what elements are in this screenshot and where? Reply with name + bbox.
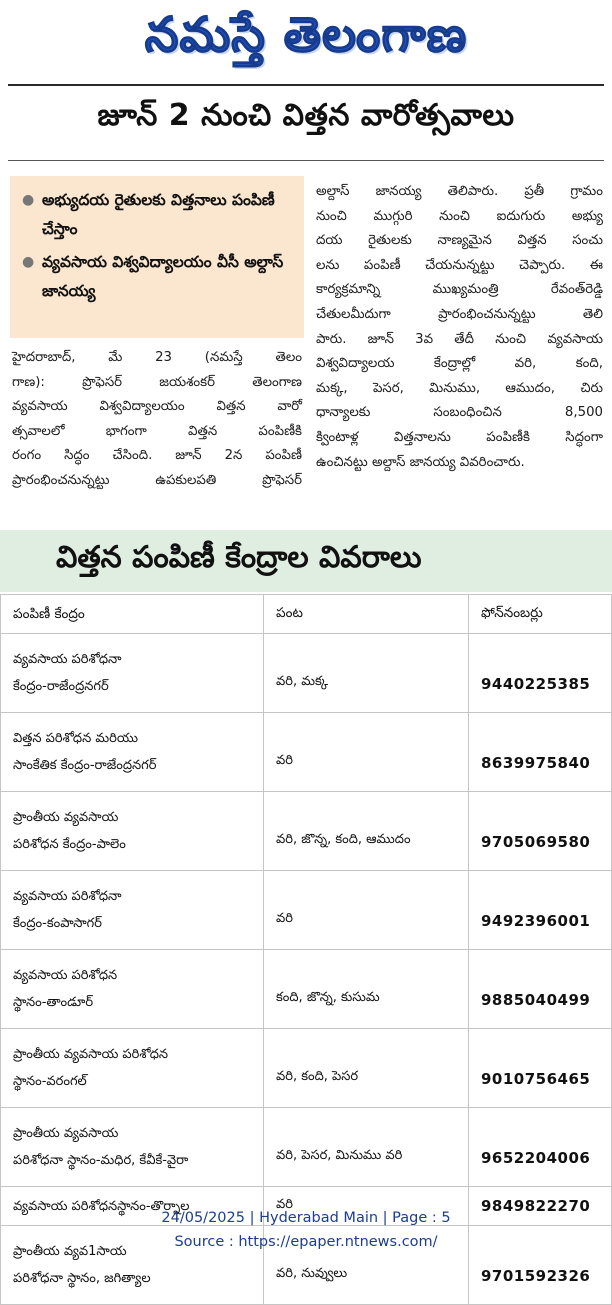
article-line: హైదరాబాద్, మే 23 (నమస్తే తెలం [12,350,302,365]
article-line: రంగం సిద్ధం చేసింది. జూన్ 2న పంపిణీ [12,448,302,464]
article-line: మక్క, పెసర, మినుము, ఆముదం, చిరు [316,380,603,396]
table-section-title [0,530,612,592]
center-cell: వ్యవసాయ పరిశోధనస్థానం-తొర్నాల [1,1187,264,1226]
article-line: విశ్వవిద్యాలయ కేంద్రాల్లో వరి, కంది, [316,356,603,372]
table-title: విత్తన పంపిణీ కేంద్రాల వివరాలు [56,540,422,575]
crop-cell: వరి, పెసర, మినుము వరి [264,1108,469,1187]
table-row [1,713,612,792]
column-header-crop: పంట [264,595,469,634]
article-line: ఉంచినట్టు అల్దాస్ జానయ్య వివరించారు. [316,454,525,470]
phone-cell: 9492396001 [469,871,612,950]
headline-divider [8,160,604,161]
bullet-icon: ● [22,192,35,208]
highlight-item [22,248,296,306]
phone-cell: 9705069580 [469,792,612,871]
table-row [1,1108,612,1187]
article-headline: జూన్ 2 నుంచి విత్తన వారోత్సవాలు [97,98,515,133]
center-cell: ప్రాంతీయ వ్యవసాయ పరిశోధన కేంద్రం-పాలెం [1,792,264,871]
table-row [1,871,612,950]
article-line: లను పంపిణీ చేయనున్నట్టు చెప్పారు. ఈ [316,257,603,273]
article-line: గాణ): ప్రొఫెసర్ జయశంకర్ తెలంగాణ [12,374,302,390]
footer-page: Page : 5 [392,1210,451,1226]
center-cell: ప్రాంతీయ వ్యవ1సాయ పరిశోధనా స్థానం, జగిత్యాల [1,1226,264,1305]
masthead-title: నమస్తే తెలంగాణ [144,7,468,63]
footer-date: 24/05/2025 [161,1210,245,1226]
table-row [1,634,612,713]
article-line: అల్దాస్ జానయ్య తెలిపారు. ప్రతీ గ్రామం [316,184,603,199]
phone-cell: 9440225385 [469,634,612,713]
crop-cell: వరి, కంది, పెసర [264,1029,469,1108]
crop-cell: కంది, జొన్న, కుసుమ [264,950,469,1029]
crop-cell: వరి [264,1187,469,1226]
footer-edition: Hyderabad Main [259,1210,379,1226]
center-cell: వ్యవసాయ పరిశోధనా కేంద్రం-రాజేంద్రనగర్ [1,634,264,713]
crop-cell: వరి, మక్క [264,634,469,713]
article-line: వ్యవసాయ విశ్వవిద్యాలయం విత్తన వారో [12,399,302,415]
table-row [1,950,612,1029]
crop-cell: వరి [264,871,469,950]
phone-cell: 9010756465 [469,1029,612,1108]
masthead-divider [8,84,604,86]
table-row [1,1029,612,1108]
center-cell: విత్తన పరిశోధన మరియు సాంకేతిక కేంద్రం-రాజేంద్రనగర్ [1,713,264,792]
crop-cell: వరి, నువ్వులు [264,1226,469,1305]
phone-cell: 9849822270 [469,1187,612,1226]
center-cell: వ్యవసాయ పరిశోధన స్థానం-తాండూర్ [1,950,264,1029]
article-line: కార్యక్రమాన్ని ముఖ్యమంత్రి రేవంత్‌రెడ్డి [316,282,603,298]
article-line: త్సవాలలో భాగంగా విత్తన పంపిణీకి [12,423,302,439]
article-line: ధాన్యాలకు సంబంధించిన 8,500 [316,405,603,421]
phone-cell: 8639975840 [469,713,612,792]
phone-cell: 9701592326 [469,1226,612,1305]
bullet-icon: ● [22,254,35,270]
masthead [0,0,612,82]
table-row [1,792,612,871]
article-line: ప్రారంభించనున్నట్టు ఉపకులపతి ప్రొఫెసర్ [12,472,302,488]
highlight-item [22,186,296,244]
article-column-left [12,346,302,494]
highlight-text: వ్యవసాయ విశ్వవిద్యాలయం వీసీ అల్దాస్ జానయ్య [42,253,284,300]
crop-cell: వరి, జొన్న, కంది, ఆముదం [264,792,469,871]
highlight-text: అభ్యుదయ రైతులకు విత్తనాలు పంపిణీ చేస్తాం [42,191,275,238]
article-line: క్వింటాళ్ల విత్తనాలను పంపిణీకి సిద్ధంగా [316,429,603,445]
footer-meta: 24/05/2025 | Hyderabad Main | Page : 5 [161,1210,451,1226]
table-header-row [1,595,612,634]
highlights-box [10,176,304,338]
article-line: పారు. జూన్ 3వ తేదీ నుంచి వ్యవసాయ [316,331,603,347]
article-line: దయ రైతులకు నాణ్యమైన విత్తన సంచు [316,233,603,249]
article-line: చేతులమీదుగా ప్రారంభించనున్నట్టు తెలి [316,306,603,322]
distribution-centers-table [0,594,612,1305]
footer-source[interactable]: Source : https://epaper.ntnews.com/ [174,1234,438,1250]
crop-cell: వరి [264,713,469,792]
center-cell: ప్రాంతీయ వ్యవసాయ పరిశోధనా స్థానం-మధిర, కేవీకే-వైరా [1,1108,264,1187]
column-header-phone: ఫోన్‌నంబర్లు [469,595,612,634]
article-column-right [316,180,603,475]
phone-cell: 9652204006 [469,1108,612,1187]
phone-cell: 9885040499 [469,950,612,1029]
article-line: నుంచి ముగ్గురి నుంచి ఐదుగురు అభ్యు [316,208,603,224]
center-cell: ప్రాంతీయ వ్యవసాయ పరిశోధన స్థానం-వరంగల్ [1,1029,264,1108]
center-cell: వ్యవసాయ పరిశోధనా కేంద్రం-కంపాసాగర్ [1,871,264,950]
column-header-center: పంపిణీ కేంద్రం [1,595,264,634]
page-footer [0,1206,612,1254]
